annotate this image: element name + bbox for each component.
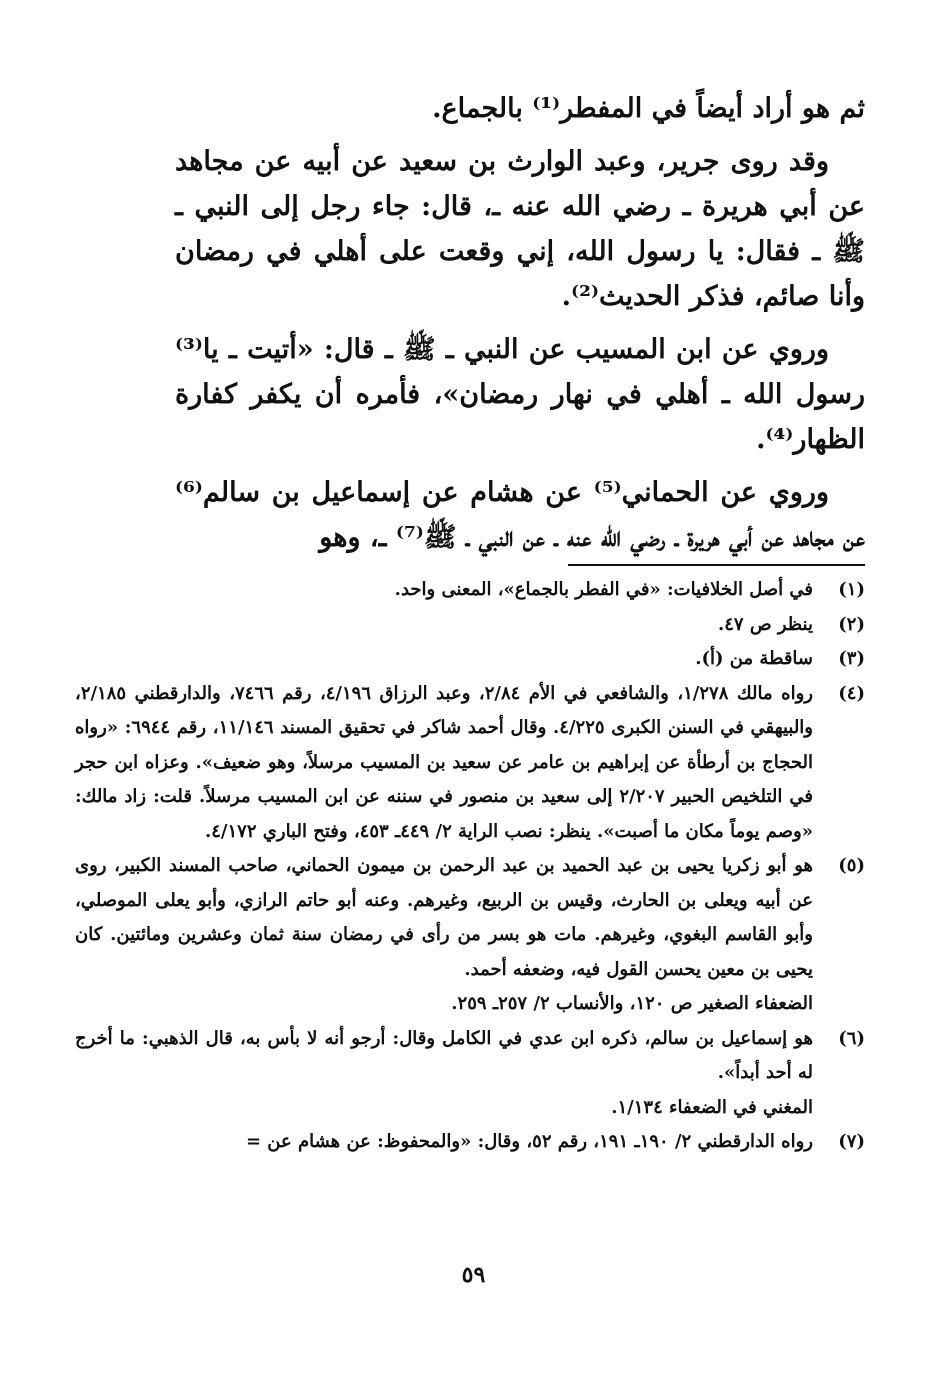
footnote — [75, 642, 865, 677]
main-paragraph-3: وروي عن ابن المسيب عن النبي ـ ﷺ ـ قال: «أتيت ـ يا⁽³⁾ رسول الله ـ أهلي في نهار رمضان»، فأمره أن يكفر كفارة الظهار⁽⁴⁾. — [175, 334, 865, 455]
footnote — [75, 1022, 865, 1126]
footnote-line: رواه مالك ١/٢٧٨، والشافعي في الأم ٢/٨٤، وعبد الرزاق ٤/١٩٦، رقم ٧٤٦٦، والدارقطني ٢/١٨٥، والبيهقي في السنن الكبرى ٤/٢٢٥. وقال أحمد شاكر في تحقيق المسند ١١/١٤٦، رقم ٦٩٤٤: «رواه الحجاج بن أرطأة عن إبراهيم بن عامر عن سعيد بن المسيب مرسلاً، وهو ضعيف». وعزاه ابن حجر في التلخيص الحبير ٢/٢٠٧ إلى سعيد بن منصور في سننه عن ابن المسيب مرسلاً. قلت: زاد مالك: «وصم يوماً مكان ما أصبت». ينظر: نصب الراية ٢/ ٤٤٩ـ ٤٥٣، وفتح الباري ٤/١٧٢. — [75, 682, 813, 842]
footnote — [75, 573, 865, 608]
footnote-number: (١) — [838, 579, 865, 600]
footnote-number: (٢) — [838, 613, 865, 635]
footnote-number: (٧) — [838, 1131, 865, 1152]
footnote-number: (٦) — [838, 1027, 865, 1049]
footnote-line: هو إسماعيل بن سالم، ذكره ابن عدي في الكامل وقال: أرجو أنه لا بأس به، قال الذهبي: ما أخرج له أحد أبداً». — [75, 1027, 813, 1083]
main-text — [175, 86, 865, 568]
footnote — [75, 1125, 865, 1160]
footnote-number: (٣) — [838, 648, 865, 669]
footnote — [75, 608, 865, 643]
footnote — [75, 849, 865, 1022]
footnote-line: ينظر ص ٤٧. — [717, 613, 813, 635]
footnotes — [75, 573, 865, 1160]
footnote — [75, 677, 865, 850]
footnote-line: هو أبو زكريا يحيى بن عبد الحميد بن عبد الرحمن بن ميمون الحماني، صاحب المسند الكبير، روى عن أبيه ويعلى بن الحارث، وقيس بن الربيع، وغيرهم. وعنه أبو حاتم الرازي، وأبو يعلى الموصلي، وأبو القاسم البغوي، وغيرهم. مات هو بسر من رأى في رمضان سنة ثمان وعشرين ومائتين. كان يحيى بن معين يحسن القول فيه، وضعفه أحمد. — [75, 855, 813, 980]
footnote-divider — [568, 564, 865, 566]
footnote-text — [75, 1125, 813, 1160]
footnote-line: رواه الدارقطني ٢/ ١٩٠ـ ١٩١، رقم ٥٢، وقال: «والمحفوظ: عن هشام عن = — [245, 1131, 813, 1152]
footnote-line: ساقطة من (أ). — [695, 648, 813, 669]
footnote-reference: الضعفاء الصغير ص ١٢٠، والأنساب ٢/ ٢٥٧ـ ٢٥٩. — [451, 993, 813, 1014]
footnote-text — [75, 849, 813, 1022]
main-paragraph-2: وقد روى جرير، وعبد الوارث بن سعيد عن أبيه عن مجاهد عن أبي هريرة ـ رضي الله عنه ـ، قال: جاء رجل إلى النبي ـ ﷺ ـ فقال: يا رسول الله، إني وقعت على أهلي في رمضان وأنا صائم، فذكر الحديث⁽²⁾. — [175, 146, 865, 312]
footnote-text — [75, 1022, 813, 1126]
footnote-number: (٥) — [838, 855, 865, 876]
footnote-number: (٤) — [838, 682, 865, 704]
main-paragraph-4: وروي عن الحماني⁽⁵⁾ عن هشام عن إسماعيل بن سالم⁽⁶⁾ عن مجاهد عن أبي هريرة ـ رضي الله عنه ـ عن النبي ـ ﷺ⁽⁷⁾ ـ، وهو — [175, 477, 865, 553]
footnote-reference: المغني في الضعفاء ١/١٣٤. — [611, 1096, 813, 1118]
footnote-text — [75, 642, 813, 677]
footnote-text — [75, 573, 813, 608]
footnote-text — [75, 608, 813, 643]
page-number: ٥٩ — [461, 1262, 486, 1288]
footnote-text — [75, 677, 813, 850]
main-paragraph-1: ثم هو أراد أيضاً في المفطر⁽¹⁾ بالجماع. — [432, 93, 865, 124]
footnote-line: في أصل الخلافيات: «في الفطر بالجماع»، المعنى واحد. — [394, 579, 813, 600]
